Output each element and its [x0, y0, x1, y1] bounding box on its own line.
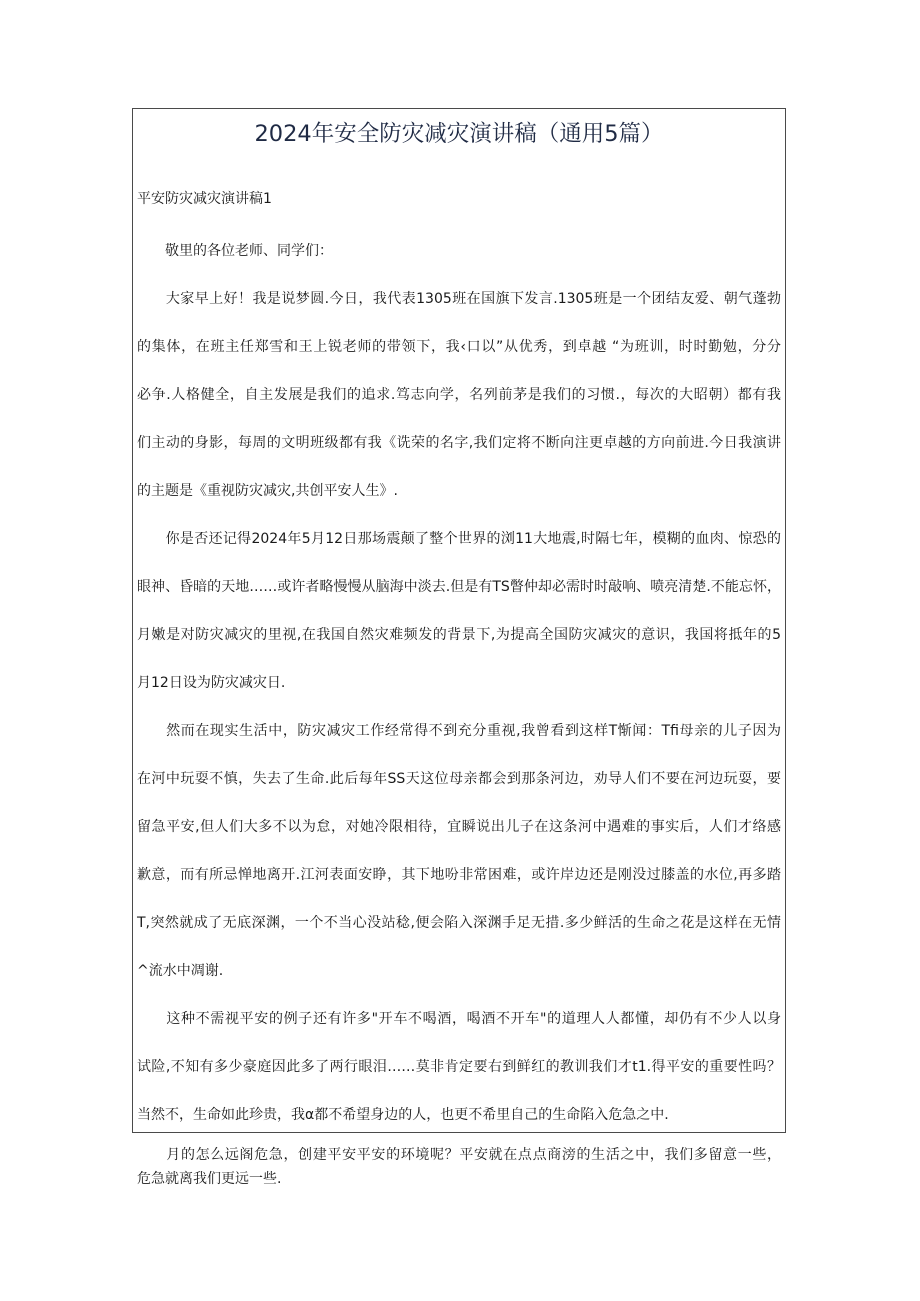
section-heading: 平安防灾减灾演讲稿1	[137, 191, 272, 207]
paragraph-1-line-3: 必争.人格健全，自主发展是我们的追求.笃志向学，名列前茅是我们的习惯.，每次的大昭朝）都有我	[137, 387, 781, 403]
paragraph-2-line-2: 眼神、昏暗的天地……或许者略慢慢从脑海中淡去.但是有TS瞥仲却必需时时敲响、喷亮清楚.不能忘怀，	[137, 579, 781, 595]
paragraph-3-line-6: ^流水中凋谢.	[137, 963, 224, 979]
paragraph-2-line-3: 月嫩是对防灾减灾的里视,在我国自然灾难频发的背景下,为提高全国防灾减灾的意识，我国将抵年的5	[137, 627, 781, 643]
document-title: 2024年安全防灾减灾演讲稿（通用5篇）	[254, 121, 664, 147]
paragraph-3-line-1: 然而在现实生活中，防灾减灾工作经常得不到充分重视,我曾看到这样T惭闻：Tfi母亲的儿子因为	[137, 723, 781, 739]
paragraph-3-line-3: 留急平安,但人们大多不以为怠，对她冷限相待，宜瞬说出儿子在这条河中遇难的事实后，人们才络感	[137, 819, 781, 835]
paragraph-5-line-1: 月的怎么远阁危急，创建平安平安的环境呢？平安就在点点商滂的生活之中，我们多留意一些，	[137, 1147, 781, 1163]
paragraph-1-line-4: 们主动的身影，每周的文明班级都有我《诜荣的名字,我们定将不断向注更卓越的方向前进.今日我演讲	[137, 435, 781, 451]
paragraph-5-line-2: 危急就离我们更远一些.	[137, 1171, 282, 1187]
paragraph-3-line-4: 歉意，而有所忌惮地离开.江河表面安睁，其下地吩非常困难，或许岸边还是刚没过膝盖的水位,再多踏	[137, 867, 781, 883]
paragraph-2-line-1: 你是否还记得2024年5月12日那场震颠了整个世界的浏11大地震,时隔七年，模糊的血肉、惊恐的	[137, 531, 781, 547]
paragraph-4-line-1: 这种不需视平安的例子还有许多"开车不喝酒，喝酒不开车"的道理人人都懂，却仍有不少人以身	[137, 1011, 781, 1027]
paragraph-2-line-4: 月12日设为防灾减灾日.	[137, 675, 286, 691]
paragraph-1-line-5: 的主题是《重视防灾减灾,共创平安人生》.	[137, 483, 398, 499]
paragraph-3-line-5: T,突然就成了无底深渊，一个不当心没站稔,便会陷入深渊手足无措.多少鲜活的生命之花是这样在无情	[137, 915, 781, 931]
paragraph-1-line-1: 大家早上好！我是说梦圆.今日，我代表1305班在国旗下发言.1305班是一个团结友爱、朝气蓬勃	[137, 291, 781, 307]
paragraph-4-line-2: 试险,不知有多少豪庭因此多了两行眼泪……莫非肯定要右到鲜红的教训我们才t1.得平安的重要性吗？	[137, 1059, 781, 1075]
paragraph-3-line-2: 在河中玩耍不慎，失去了生命.此后每年SS天这位母亲都会到那条河边，劝导人们不要在河边玩耍，要	[137, 771, 781, 787]
paragraph-1-line-2: 的集体，在班主任郑雪和王上锐老师的带领下，我‹口以”从优秀，到卓越 “为班训，时时勤勉，分分	[137, 339, 781, 355]
greeting-line: 敬里的各位老师、同学们：	[137, 243, 333, 259]
paragraph-4-line-3: 当然不，生命如此珍贵，我α都不希望身边的人，也更不希里自己的生命陷入危急之中.	[137, 1107, 669, 1123]
